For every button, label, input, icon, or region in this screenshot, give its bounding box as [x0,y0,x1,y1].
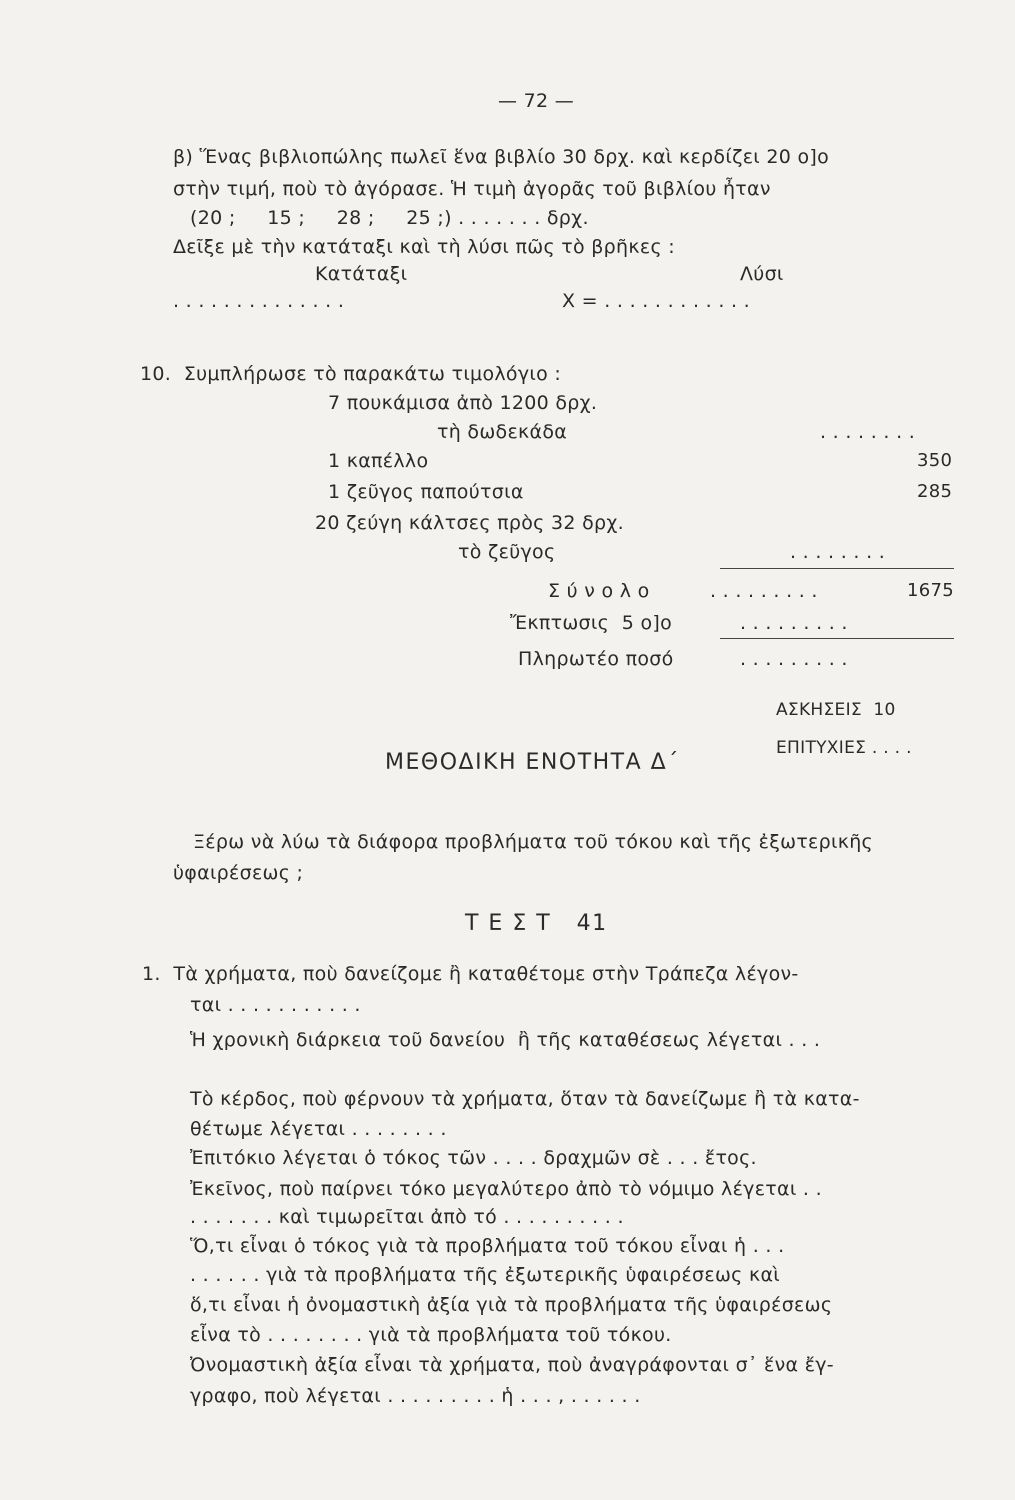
invoice-total-value: 1675 [907,580,955,601]
invoice-item-1a: 7 πουκάμισα ἀπὸ 1200 δρχ. [328,392,598,414]
ex-b-x-equals: Χ = . . . . . . . . . . . . [562,290,751,312]
invoice-discount-label: Ἔκπτωσις 5 ο]ο [510,612,673,634]
invoice-item-1b: τὴ δωδεκάδα [437,421,568,443]
page-number: — 72 — [498,90,575,112]
invoice-item-4a: 20 ζεύγη κάλτσες πρὸς 32 δρχ. [315,512,624,534]
invoice-payable-label: Πληρωτέο ποσό [518,648,674,670]
test-line-1: 1. Τὰ χρήματα, ποὺ δανείζομε ἢ καταθέτομε στὴν Τράπεζα λέγον- [142,963,799,985]
test-line-10: . . . . . . γιὰ τὰ προβλήματα τῆς ἐξωτερικῆς ὑφαιρέσεως καὶ [190,1264,781,1286]
test-line-9: Ὅ,τι εἶναι ὁ τόκος γιὰ τὰ προβλήματα τοῦ τόκου εἶναι ἡ . . . [190,1235,785,1257]
invoice-rule-2 [720,638,954,639]
test-line-6: Ἐπιτόκιο λέγεται ὁ τόκος τῶν . . . . δραχμῶν σὲ . . . ἔτος. [190,1147,757,1169]
ex-b-line-3: (20 ; 15 ; 28 ; 25 ;) . . . . . . . δρχ. [190,207,589,229]
invoice-item-2-value: 350 [917,450,953,471]
stats-successes: ΕΠΙΤΥΧΙΕΣ . . . . [776,738,912,758]
test-title: Τ Ε Σ Τ 41 [465,911,608,936]
invoice-item-2: 1 καπέλλο [328,450,429,472]
invoice-item-1b-dots: . . . . . . . . [820,421,916,443]
invoice-item-4b: τὸ ζεῦγος [458,541,556,563]
section-title: ΜΕΘΟΔΙΚΗ ΕΝΟΤΗΤΑ Δ΄ [385,750,680,775]
test-line-3: Ἡ χρονικὴ διάρκεια τοῦ δανείου ἢ τῆς καταθέσεως λέγεται . . . [190,1029,821,1051]
test-line-11: ὅ,τι εἶναι ἡ ὀνομαστικὴ ἀξία γιὰ τὰ προβλήματα τῆς ὑφαιρέσεως [190,1294,833,1316]
invoice-payable-dots: . . . . . . . . . [740,648,848,670]
ex-b-line-2: στὴν τιμή, ποὺ τὸ ἀγόρασε. Ἡ τιμὴ ἀγορᾶς τοῦ βιβλίου ἦταν [173,178,771,200]
section-question-1: Ξέρω νὰ λύω τὰ διάφορα προβλήματα τοῦ τόκου καὶ τῆς ἐξωτερικῆς [193,831,874,853]
invoice-rule-1 [720,568,954,569]
test-line-14: γραφο, ποὺ λέγεται . . . . . . . . . ἡ . . . , . . . . . . [190,1385,641,1407]
ex-b-dots-left: . . . . . . . . . . . . . . [173,290,345,312]
test-line-2: ται . . . . . . . . . . . [190,994,361,1016]
ex-b-col-right: Λύσι [740,263,784,285]
invoice-item-4b-dots: . . . . . . . . [790,541,886,563]
test-line-13: Ὀνομαστικὴ ἀξία εἶναι τὰ χρήματα, ποὺ ἀναγράφονται σ᾽ ἕνα ἔγ- [190,1354,834,1376]
ex-b-col-left: Κατάταξι [315,263,408,285]
test-line-7: Ἐκεῖνος, ποὺ παίρνει τόκο μεγαλύτερο ἀπὸ τὸ νόμιμο λέγεται . . [190,1178,822,1200]
invoice-discount-dots: . . . . . . . . . [740,612,848,634]
invoice-item-3: 1 ζεῦγος παπούτσια [328,481,524,503]
invoice-item-3-value: 285 [917,481,953,502]
ex-b-line-1: β) Ἕνας βιβλιοπώλης πωλεῖ ἕνα βιβλίο 30 δρχ. καὶ κερδίζει 20 ο]ο [173,146,830,168]
ex10-title: 10. Συμπλήρωσε τὸ παρακάτω τιμολόγιο : [140,363,562,385]
stats-exercises: ΑΣΚΗΣΕΙΣ 10 [776,700,896,720]
invoice-total-label: Σ ύ ν ο λ ο [548,580,650,602]
test-line-5: θέτωμε λέγεται . . . . . . . . [190,1118,447,1140]
test-line-8: . . . . . . . καὶ τιμωρεῖται ἀπὸ τό . . . . . . . . . . [190,1206,624,1228]
invoice-total-dots: . . . . . . . . . [710,580,818,602]
test-line-4: Τὸ κέρδος, ποὺ φέρνουν τὰ χρήματα, ὅταν τὰ δανείζωμε ἢ τὰ κατα- [190,1088,860,1110]
test-line-12: εἶνα τὸ . . . . . . . . γιὰ τὰ προβλήματα τοῦ τόκου. [190,1324,672,1346]
section-question-2: ὑφαιρέσεως ; [173,862,304,884]
ex-b-line-4: Δεῖξε μὲ τὴν κατάταξι καὶ τὴ λύσι πῶς τὸ βρῆκες : [173,236,675,258]
